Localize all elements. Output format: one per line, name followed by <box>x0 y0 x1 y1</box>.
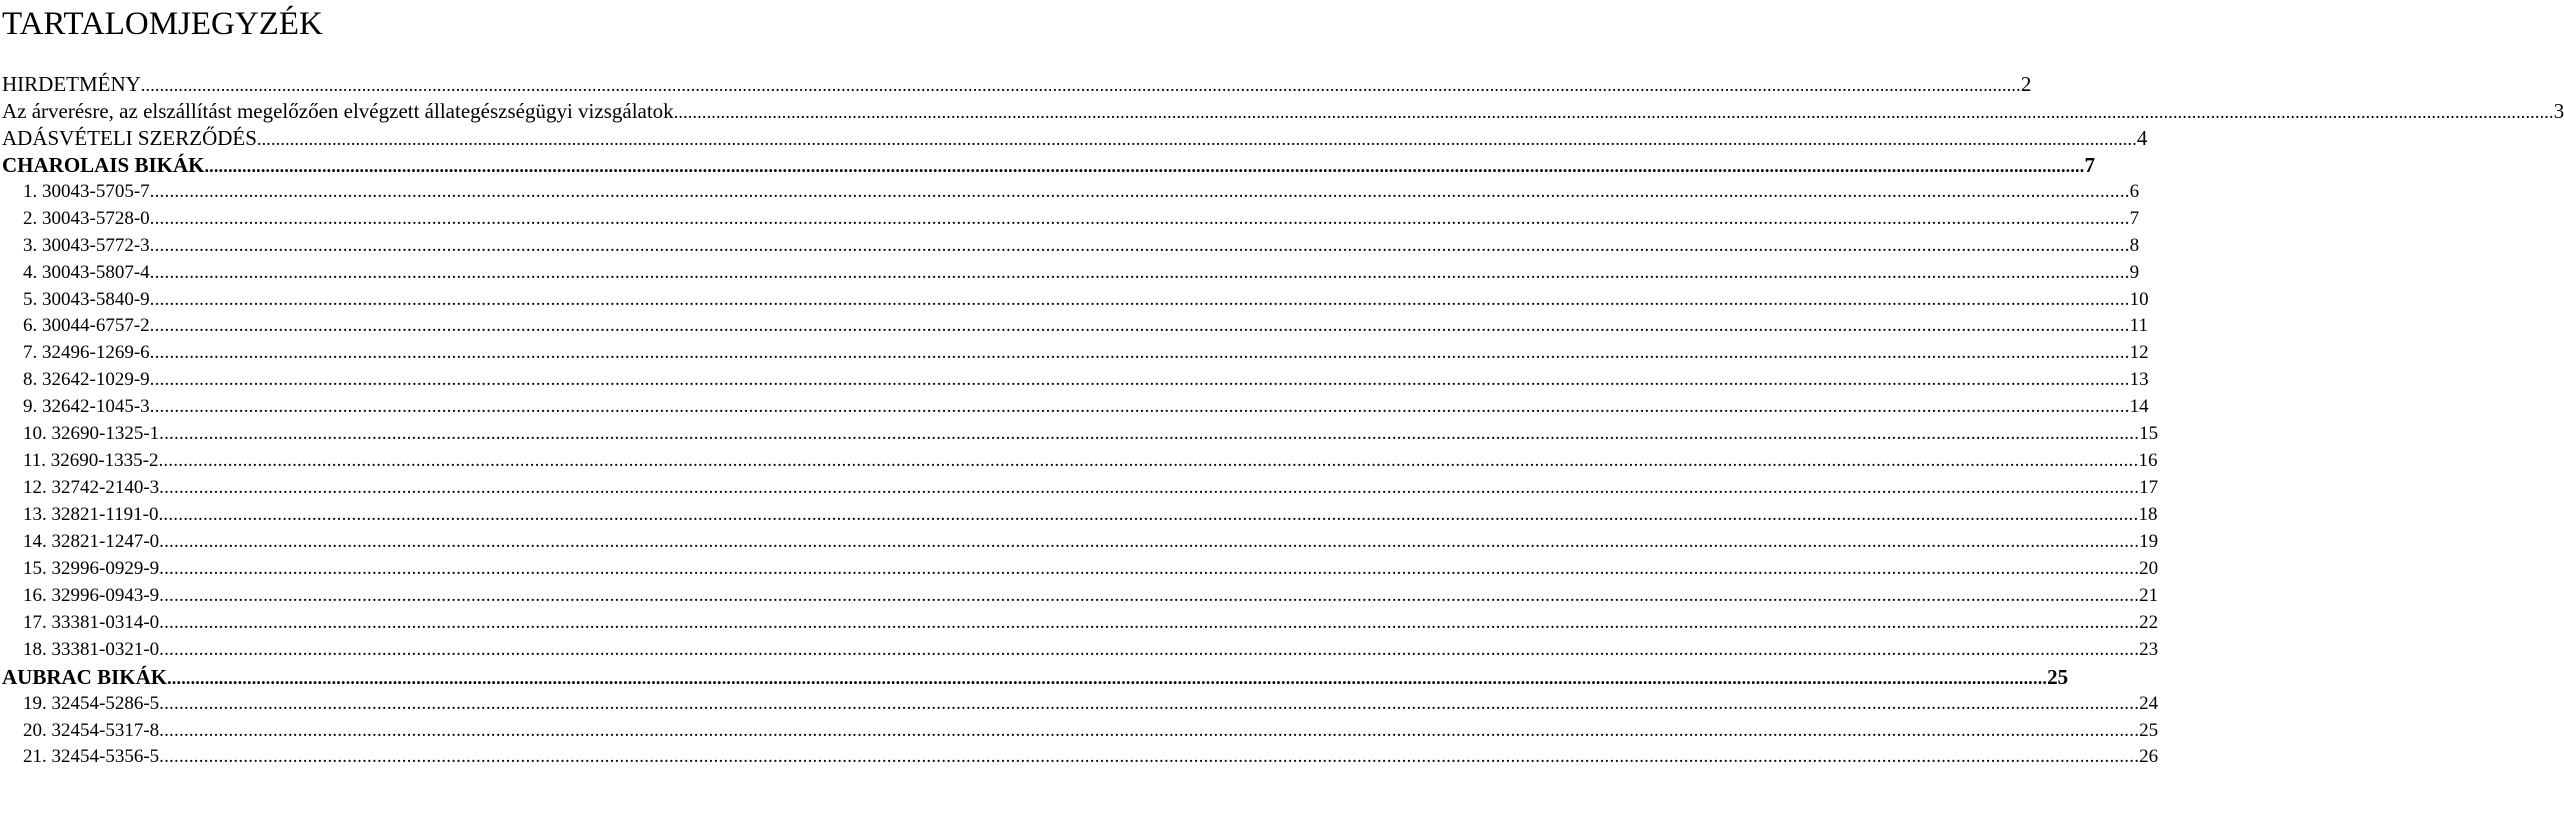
toc-page-number: 26 <box>2139 746 2159 768</box>
toc-entry-label: 2. 30043-5728-0 <box>23 207 150 229</box>
toc-dot-leader: ................................................................................................................................................................................................................................................................................................................................................................................................................ <box>158 504 2139 525</box>
toc-entry-label: 13. 32821-1191-0 <box>23 504 159 525</box>
toc-entry-label: 15. 32996-0929-9 <box>23 557 160 579</box>
toc-dot-leader: ................................................................................................................................................................................................................................................................................................................................................................................................................ <box>159 477 2140 499</box>
toc-item-entry[interactable] <box>0 179 2140 206</box>
toc-page-number: 9 <box>2129 261 2140 283</box>
toc-dot-leader: ................................................................................................................................................................................................................................................................................................................................................................................................................ <box>673 101 2554 122</box>
toc-dot-leader: ................................................................................................................................................................................................................................................................................................................................................................................................................ <box>159 530 2140 552</box>
toc-item-entry[interactable] <box>0 718 2159 745</box>
toc-page-number: 10 <box>2129 288 2149 310</box>
toc-dot-leader: ................................................................................................................................................................................................................................................................................................................................................................................................................ <box>159 638 2140 660</box>
toc-item-entry[interactable] <box>0 502 2158 529</box>
toc-entry-label: 9. 32642-1045-3 <box>23 396 150 418</box>
toc-entry-label: 3. 30043-5772-3 <box>23 234 150 256</box>
toc-item-entry[interactable] <box>0 313 2148 340</box>
toc-entry-label: HIRDETMÉNY <box>2 72 141 96</box>
toc-item-entry[interactable] <box>0 233 2140 260</box>
toc-page-number: 17 <box>2139 477 2159 499</box>
toc-page-number: 20 <box>2139 557 2159 579</box>
page-title: TARTALOMJEGYZÉK <box>2 6 323 42</box>
toc-item-entry[interactable] <box>0 448 2158 475</box>
toc-item-entry[interactable] <box>0 340 2149 367</box>
toc-dot-leader: ................................................................................................................................................................................................................................................................................................................................................................................................................ <box>149 342 2130 364</box>
toc-page-number: 11 <box>2129 315 2148 337</box>
toc-item-entry[interactable] <box>0 367 2149 394</box>
toc-entry-label: 11. 32690-1335-2 <box>23 450 159 472</box>
toc-dot-leader: ................................................................................................................................................................................................................................................................................................................................................................................................................ <box>159 611 2140 633</box>
toc-entry-label: 16. 32996-0943-9 <box>23 584 160 606</box>
toc-entry-label: 12. 32742-2140-3 <box>23 477 160 499</box>
toc-dot-leader: ................................................................................................................................................................................................................................................................................................................................................................................................................ <box>140 75 2021 95</box>
toc-page-number: 13 <box>2129 369 2149 391</box>
toc-page-number: 6 <box>2129 180 2140 202</box>
toc-page-number: 22 <box>2139 611 2159 633</box>
toc-page-number: 7 <box>2084 152 2095 177</box>
toc-entry-label: Az árverésre, az elszállítást megelőzően elvégzett állategészségügyi vizsgálatok <box>2 98 674 123</box>
toc-page-number: 16 <box>2138 450 2158 472</box>
toc-page-number: 15 <box>2139 423 2159 445</box>
toc-page-number: 2 <box>2020 72 2032 96</box>
toc-entry-label: 4. 30043-5807-4 <box>23 261 150 283</box>
toc-section-entry[interactable] <box>0 664 2069 691</box>
toc-page-number: 14 <box>2129 396 2149 418</box>
toc-entry-label: 8. 32642-1029-9 <box>23 369 150 391</box>
toc-dot-leader: ................................................................................................................................................................................................................................................................................................................................................................................................................ <box>149 396 2130 418</box>
toc-dot-leader: ................................................................................................................................................................................................................................................................................................................................................................................................................ <box>149 315 2130 337</box>
toc-dot-leader: ................................................................................................................................................................................................................................................................................................................................................................................................................ <box>159 719 2140 741</box>
toc-dot-leader: ................................................................................................................................................................................................................................................................................................................................................................................................................ <box>256 128 2137 149</box>
toc-page-number: 21 <box>2139 584 2159 606</box>
toc-entry-label: 6. 30044-6757-2 <box>23 315 150 337</box>
toc-item-entry[interactable] <box>0 394 2149 421</box>
toc-dot-leader: ................................................................................................................................................................................................................................................................................................................................................................................................................ <box>159 746 2140 768</box>
toc-entry-label: 18. 33381-0321-0 <box>23 638 160 660</box>
toc-entry-label: 7. 32496-1269-6 <box>23 342 150 364</box>
toc-item-entry[interactable] <box>0 744 2159 771</box>
toc-entry-label: 1. 30043-5705-7 <box>23 180 150 202</box>
toc-entry-label: CHAROLAIS BIKÁK <box>2 152 205 177</box>
toc-dot-leader: ................................................................................................................................................................................................................................................................................................................................................................................................................ <box>149 180 2130 202</box>
toc-dot-leader: ................................................................................................................................................................................................................................................................................................................................................................................................................ <box>149 234 2130 256</box>
toc-page-number: 24 <box>2139 692 2159 714</box>
toc-page-number: 25 <box>2047 664 2069 689</box>
toc-item-entry[interactable] <box>0 421 2159 448</box>
toc-dot-leader: ................................................................................................................................................................................................................................................................................................................................................................................................................ <box>167 667 2048 688</box>
toc-dot-leader: ................................................................................................................................................................................................................................................................................................................................................................................................................ <box>149 288 2130 310</box>
toc-entry-label: 14. 32821-1247-0 <box>23 530 160 552</box>
toc-entry-label: 10. 32690-1325-1 <box>23 423 160 445</box>
toc-dot-leader: ................................................................................................................................................................................................................................................................................................................................................................................................................ <box>159 423 2140 445</box>
toc-item-entry[interactable] <box>0 287 2149 314</box>
toc-item-entry[interactable] <box>0 529 2159 556</box>
toc-page-number: 12 <box>2129 342 2149 364</box>
toc-dot-leader: ................................................................................................................................................................................................................................................................................................................................................................................................................ <box>159 692 2140 714</box>
toc-section-entry[interactable] <box>0 152 2095 179</box>
toc-section-entry[interactable] <box>0 125 2148 152</box>
toc-entry-label: 5. 30043-5840-9 <box>23 288 150 310</box>
toc-item-entry[interactable] <box>0 610 2159 637</box>
toc-entry-label: 20. 32454-5317-8 <box>23 719 160 741</box>
toc-dot-leader: ................................................................................................................................................................................................................................................................................................................................................................................................................ <box>149 207 2130 229</box>
toc-dot-leader: ................................................................................................................................................................................................................................................................................................................................................................................................................ <box>204 155 2085 176</box>
toc-page-number: 18 <box>2138 504 2158 525</box>
toc-page-number: 19 <box>2139 530 2159 552</box>
toc-item-entry[interactable] <box>0 637 2159 664</box>
toc-item-entry[interactable] <box>0 583 2159 610</box>
toc-entry-label: ADÁSVÉTELI SZERZŐDÉS <box>2 125 257 150</box>
toc-entry-label: 21. 32454-5356-5 <box>23 746 160 768</box>
toc-item-entry[interactable] <box>0 691 2159 718</box>
toc-page-number: 8 <box>2129 234 2140 256</box>
toc-page-number: 3 <box>2553 98 2564 123</box>
toc-section-entry[interactable] <box>0 71 2032 98</box>
toc-dot-leader: ................................................................................................................................................................................................................................................................................................................................................................................................................ <box>149 369 2130 391</box>
toc-item-entry[interactable] <box>0 206 2140 233</box>
table-of-contents <box>0 71 2564 771</box>
toc-page-number: 7 <box>2129 207 2140 229</box>
toc-entry-label: AUBRAC BIKÁK <box>2 664 168 689</box>
toc-section-entry[interactable] <box>0 98 2564 125</box>
toc-page-number: 25 <box>2139 719 2159 741</box>
toc-dot-leader: ................................................................................................................................................................................................................................................................................................................................................................................................................ <box>149 261 2130 283</box>
toc-item-entry[interactable] <box>0 475 2159 502</box>
toc-entry-label: 17. 33381-0314-0 <box>23 611 160 633</box>
toc-dot-leader: ................................................................................................................................................................................................................................................................................................................................................................................................................ <box>158 450 2139 472</box>
toc-page-number: 23 <box>2139 638 2159 660</box>
toc-item-entry[interactable] <box>0 556 2159 583</box>
toc-dot-leader: ................................................................................................................................................................................................................................................................................................................................................................................................................ <box>159 584 2140 606</box>
toc-page-number: 4 <box>2136 125 2148 150</box>
toc-dot-leader: ................................................................................................................................................................................................................................................................................................................................................................................................................ <box>159 557 2140 579</box>
toc-entry-label: 19. 32454-5286-5 <box>23 692 160 714</box>
toc-item-entry[interactable] <box>0 260 2140 287</box>
